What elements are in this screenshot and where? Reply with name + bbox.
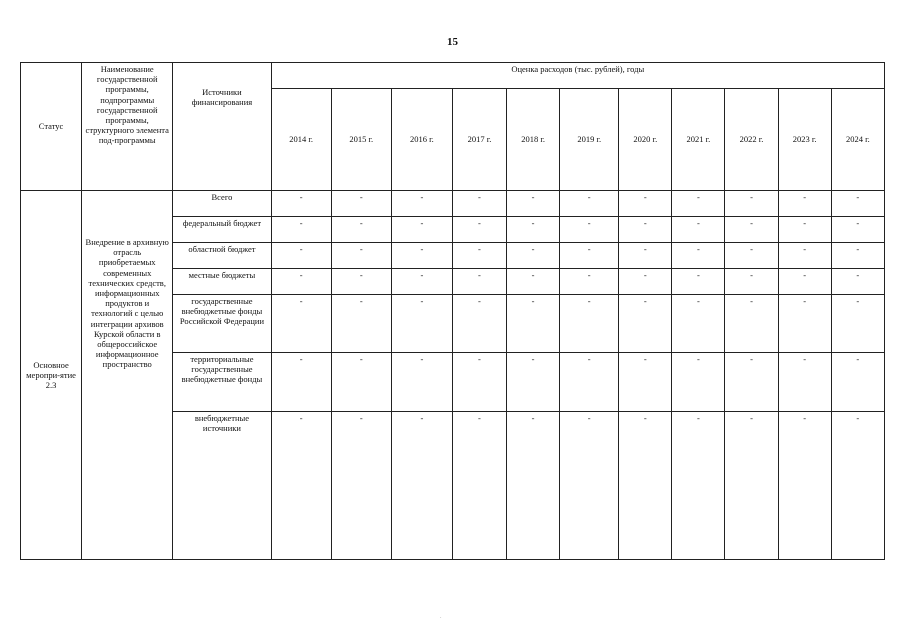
value-cell: - bbox=[507, 191, 560, 217]
value-cell: - bbox=[391, 243, 452, 269]
status-cell: Основное меропри-ятие 2.3 bbox=[21, 191, 82, 560]
value-cell: - bbox=[672, 269, 725, 295]
value-cell: - bbox=[331, 269, 391, 295]
value-cell: - bbox=[725, 217, 778, 243]
value-cell: - bbox=[391, 217, 452, 243]
year-header: 2017 г. bbox=[452, 89, 506, 191]
value-cell: - bbox=[507, 243, 560, 269]
header-program-name: Наименование государственной программы, подпрограммы государственной программы, структурного элемента под-программы bbox=[82, 63, 173, 191]
value-cell: - bbox=[831, 217, 884, 243]
scan-mark: . bbox=[440, 614, 442, 620]
value-cell: - bbox=[271, 269, 331, 295]
funding-source-cell: местные бюджеты bbox=[173, 269, 271, 295]
value-cell: - bbox=[619, 353, 672, 412]
value-cell: - bbox=[391, 269, 452, 295]
value-cell: - bbox=[778, 269, 831, 295]
header-costs: Оценка расходов (тыс. рублей), годы bbox=[271, 63, 884, 89]
year-header: 2023 г. bbox=[778, 89, 831, 191]
value-cell: - bbox=[725, 353, 778, 412]
funding-source-cell: областной бюджет bbox=[173, 243, 271, 269]
value-cell: - bbox=[452, 217, 506, 243]
value-cell: - bbox=[831, 191, 884, 217]
value-cell: - bbox=[560, 295, 619, 353]
value-cell: - bbox=[672, 191, 725, 217]
value-cell: - bbox=[672, 295, 725, 353]
value-cell: - bbox=[507, 295, 560, 353]
value-cell: - bbox=[452, 412, 506, 560]
value-cell: - bbox=[452, 353, 506, 412]
value-cell: - bbox=[507, 217, 560, 243]
page-number: 15 bbox=[447, 36, 458, 48]
value-cell: - bbox=[271, 217, 331, 243]
funding-source-cell: внебюджетные источники bbox=[173, 412, 271, 560]
value-cell: - bbox=[778, 243, 831, 269]
value-cell: - bbox=[672, 243, 725, 269]
value-cell: - bbox=[619, 191, 672, 217]
year-header: 2018 г. bbox=[507, 89, 560, 191]
value-cell: - bbox=[271, 353, 331, 412]
value-cell: - bbox=[507, 269, 560, 295]
funding-source-cell: Всего bbox=[173, 191, 271, 217]
value-cell: - bbox=[331, 217, 391, 243]
value-cell: - bbox=[331, 353, 391, 412]
value-cell: - bbox=[271, 191, 331, 217]
value-cell: - bbox=[560, 217, 619, 243]
value-cell: - bbox=[619, 217, 672, 243]
value-cell: - bbox=[619, 243, 672, 269]
value-cell: - bbox=[391, 295, 452, 353]
year-header: 2019 г. bbox=[560, 89, 619, 191]
funding-source-cell: территориальные государственные внебюджетные фонды bbox=[173, 353, 271, 412]
value-cell: - bbox=[778, 217, 831, 243]
year-header: 2024 г. bbox=[831, 89, 884, 191]
value-cell: - bbox=[560, 353, 619, 412]
value-cell: - bbox=[391, 412, 452, 560]
value-cell: - bbox=[331, 243, 391, 269]
value-cell: - bbox=[560, 243, 619, 269]
value-cell: - bbox=[831, 269, 884, 295]
value-cell: - bbox=[831, 353, 884, 412]
funding-source-cell: государственные внебюджетные фонды Российской Федерации bbox=[173, 295, 271, 353]
value-cell: - bbox=[331, 295, 391, 353]
value-cell: - bbox=[831, 412, 884, 560]
value-cell: - bbox=[778, 191, 831, 217]
value-cell: - bbox=[672, 412, 725, 560]
value-cell: - bbox=[452, 243, 506, 269]
table-row bbox=[21, 191, 885, 217]
value-cell: - bbox=[271, 295, 331, 353]
budget-table bbox=[20, 62, 885, 560]
header-sources: Источники финансирования bbox=[173, 63, 271, 191]
value-cell: - bbox=[452, 295, 506, 353]
value-cell: - bbox=[725, 269, 778, 295]
value-cell: - bbox=[391, 353, 452, 412]
value-cell: - bbox=[725, 191, 778, 217]
year-header: 2015 г. bbox=[331, 89, 391, 191]
value-cell: - bbox=[619, 269, 672, 295]
value-cell: - bbox=[271, 412, 331, 560]
value-cell: - bbox=[560, 191, 619, 217]
value-cell: - bbox=[507, 353, 560, 412]
table-body bbox=[21, 191, 885, 560]
value-cell: - bbox=[831, 295, 884, 353]
value-cell: - bbox=[619, 295, 672, 353]
year-header: 2016 г. bbox=[391, 89, 452, 191]
funding-source-cell: федеральный бюджет bbox=[173, 217, 271, 243]
value-cell: - bbox=[452, 191, 506, 217]
value-cell: - bbox=[725, 412, 778, 560]
value-cell: - bbox=[560, 269, 619, 295]
value-cell: - bbox=[831, 243, 884, 269]
year-header: 2014 г. bbox=[271, 89, 331, 191]
value-cell: - bbox=[672, 353, 725, 412]
year-header: 2021 г. bbox=[672, 89, 725, 191]
value-cell: - bbox=[331, 191, 391, 217]
value-cell: - bbox=[778, 353, 831, 412]
value-cell: - bbox=[507, 412, 560, 560]
value-cell: - bbox=[452, 269, 506, 295]
measure-name-cell: Внедрение в архивную отрасль приобретаемых современных технических средств, информационных продуктов и технологий с целью интеграции архивов Курской области в общероссийское информационное пространство bbox=[82, 191, 173, 560]
year-header: 2022 г. bbox=[725, 89, 778, 191]
year-header: 2020 г. bbox=[619, 89, 672, 191]
value-cell: - bbox=[672, 217, 725, 243]
value-cell: - bbox=[725, 295, 778, 353]
value-cell: - bbox=[778, 295, 831, 353]
value-cell: - bbox=[391, 191, 452, 217]
value-cell: - bbox=[331, 412, 391, 560]
header-status: Статус bbox=[21, 63, 82, 191]
value-cell: - bbox=[560, 412, 619, 560]
value-cell: - bbox=[725, 243, 778, 269]
value-cell: - bbox=[619, 412, 672, 560]
value-cell: - bbox=[271, 243, 331, 269]
value-cell: - bbox=[778, 412, 831, 560]
